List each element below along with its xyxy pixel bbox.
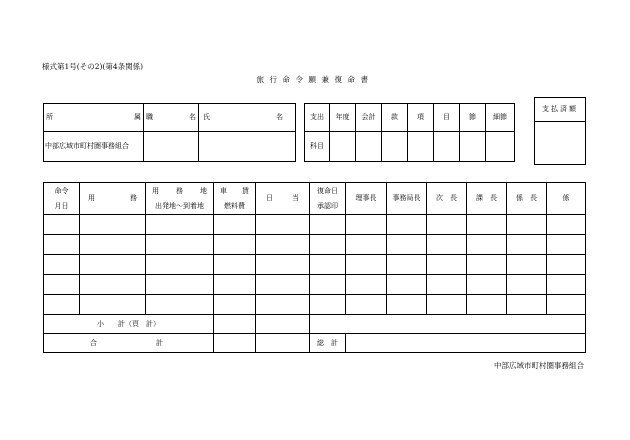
cell-stamp[interactable] — [427, 295, 467, 315]
cell-stamp[interactable] — [547, 255, 586, 275]
cell-daily[interactable] — [256, 255, 310, 275]
acct-header-kan: 款 — [382, 104, 408, 132]
acct-header-moku: 目 — [434, 104, 460, 132]
cell-stamp[interactable] — [427, 215, 467, 235]
payment-status-label: 支払済額 — [535, 98, 586, 122]
cell-order-date[interactable] — [44, 215, 80, 235]
dept-label-left: 所 — [46, 113, 53, 122]
acct-header-year: 年度 — [330, 104, 356, 132]
header-fare — [214, 183, 256, 215]
acct-kan-value[interactable] — [382, 132, 408, 162]
cell-fare[interactable] — [214, 215, 256, 235]
cell-stamp[interactable] — [346, 295, 387, 315]
dept-value[interactable]: 中部広域市町村圏事務組合 — [44, 132, 144, 162]
cell-stamp[interactable] — [547, 215, 586, 235]
cell-fare[interactable] — [214, 255, 256, 275]
cell-stamp[interactable] — [387, 255, 427, 275]
subtotal-daily[interactable] — [256, 315, 310, 334]
cell-return[interactable] — [310, 215, 346, 235]
cell-purpose[interactable] — [80, 295, 146, 315]
table-row — [44, 275, 586, 295]
header-order-bottom: 月日 — [54, 201, 69, 210]
cell-daily[interactable] — [256, 235, 310, 255]
header-order-top: 命令 — [54, 186, 69, 195]
acct-header-account: 会計 — [356, 104, 382, 132]
cell-stamp[interactable] — [387, 295, 427, 315]
cell-stamp[interactable] — [547, 235, 586, 255]
header-daily-left: 日 — [266, 194, 273, 203]
post-label-right: 名 — [189, 113, 196, 122]
acct-setsu-value[interactable] — [460, 132, 486, 162]
total-label-right: 計 — [156, 338, 163, 347]
cell-stamp[interactable] — [547, 275, 586, 295]
cell-fare[interactable] — [214, 275, 256, 295]
cell-stamp[interactable] — [507, 295, 547, 315]
acct-saisetsu-value[interactable] — [486, 132, 515, 162]
accounting-table — [304, 103, 515, 162]
header-place-c: 地 — [200, 186, 207, 195]
table-row — [44, 235, 586, 255]
acct-header-setsu: 節 — [460, 104, 486, 132]
name-label-cell — [199, 104, 296, 132]
header-purpose-right: 務 — [130, 194, 137, 203]
cell-fare[interactable] — [214, 235, 256, 255]
cell-stamp[interactable] — [507, 255, 547, 275]
cell-stamp[interactable] — [387, 235, 427, 255]
document-title: 旅行命令願兼復命書 — [256, 75, 374, 84]
header-place-bottom: 出発地〜到着地 — [155, 201, 204, 210]
cell-stamp[interactable] — [427, 235, 467, 255]
header-place — [146, 183, 214, 215]
acct-kou-value[interactable] — [408, 132, 434, 162]
cell-stamp[interactable] — [467, 275, 507, 295]
header-purpose-left: 用 — [88, 194, 95, 203]
cell-stamp[interactable] — [346, 235, 387, 255]
subtotal-fare[interactable] — [214, 315, 256, 334]
total-fare[interactable] — [214, 334, 256, 353]
header-return-date — [310, 183, 346, 215]
cell-stamp[interactable] — [387, 215, 427, 235]
table-row — [44, 215, 586, 235]
table-row — [44, 255, 586, 275]
cell-place[interactable] — [146, 215, 214, 235]
cell-order-date[interactable] — [44, 295, 80, 315]
cell-daily[interactable] — [256, 215, 310, 235]
affiliation-table — [43, 103, 296, 162]
acct-header-expense: 支出 — [305, 104, 330, 132]
cell-stamp[interactable] — [507, 215, 547, 235]
approver-subsection-chief: 係 長 — [507, 183, 547, 215]
cell-place[interactable] — [146, 255, 214, 275]
grand-total-label: 総 計 — [310, 334, 346, 353]
cell-return[interactable] — [310, 255, 346, 275]
cell-stamp[interactable] — [467, 295, 507, 315]
cell-stamp[interactable] — [467, 255, 507, 275]
header-return-top: 復命日 — [317, 186, 338, 195]
cell-order-date[interactable] — [44, 255, 80, 275]
cell-stamp[interactable] — [346, 255, 387, 275]
header-fare-bottom: 燃料費 — [224, 201, 245, 210]
grand-total-value[interactable] — [346, 334, 586, 353]
acct-year-value[interactable] — [330, 132, 356, 162]
post-value[interactable] — [144, 132, 199, 162]
cell-place[interactable] — [146, 295, 214, 315]
total-row — [44, 334, 586, 353]
cell-daily[interactable] — [256, 295, 310, 315]
table-row — [44, 295, 586, 315]
total-label-cell — [44, 334, 214, 353]
acct-header-kou: 項 — [408, 104, 434, 132]
acct-subject-label: 科目 — [305, 132, 330, 162]
acct-account-value[interactable] — [356, 132, 382, 162]
header-fare-a: 車 — [220, 186, 227, 195]
total-label-left: 合 — [90, 338, 97, 347]
subtotal-row — [44, 315, 586, 334]
header-order-date — [44, 183, 80, 215]
footer-organization: 中部広域市町村圏事務組合 — [494, 361, 584, 370]
cell-order-date[interactable] — [44, 275, 80, 295]
cell-stamp[interactable] — [346, 215, 387, 235]
cell-place[interactable] — [146, 235, 214, 255]
payment-status-table — [534, 97, 586, 165]
cell-return[interactable] — [310, 235, 346, 255]
cell-stamp[interactable] — [387, 275, 427, 295]
subtotal-label: 小 計（頁 計） — [44, 315, 214, 334]
acct-moku-value[interactable] — [434, 132, 460, 162]
cell-stamp[interactable] — [467, 235, 507, 255]
payment-status-value[interactable] — [535, 122, 586, 165]
cell-stamp[interactable] — [507, 275, 547, 295]
form-number: 様式第1号(その2)(第4条関係) — [42, 62, 144, 71]
cell-return[interactable] — [310, 295, 346, 315]
post-label-cell — [144, 104, 199, 132]
header-place-b: 務 — [176, 186, 183, 195]
header-daily-right: 当 — [292, 194, 299, 203]
cell-purpose[interactable] — [80, 255, 146, 275]
header-return-bottom: 承認印 — [317, 201, 338, 210]
approver-deputy: 次 長 — [427, 183, 467, 215]
cell-daily[interactable] — [256, 275, 310, 295]
approver-secretary-general: 事務局長 — [387, 183, 427, 215]
cell-return[interactable] — [310, 275, 346, 295]
approver-section-chief: 課 長 — [467, 183, 507, 215]
header-fare-b: 賃 — [242, 186, 249, 195]
approver-chairman: 理事長 — [346, 183, 387, 215]
cell-stamp[interactable] — [427, 275, 467, 295]
header-daily-allowance — [256, 183, 310, 215]
cell-stamp[interactable] — [427, 255, 467, 275]
cell-purpose[interactable] — [80, 235, 146, 255]
approver-staff: 係 — [547, 183, 586, 215]
post-label-left: 職 — [146, 113, 153, 122]
header-purpose — [80, 183, 146, 215]
total-daily[interactable] — [256, 334, 310, 353]
subtotal-blank — [310, 315, 586, 334]
dept-label-right: 属 — [134, 113, 141, 122]
name-label-right: 名 — [276, 113, 283, 122]
cell-fare[interactable] — [214, 295, 256, 315]
cell-order-date[interactable] — [44, 235, 80, 255]
cell-stamp[interactable] — [547, 295, 586, 315]
cell-stamp[interactable] — [467, 215, 507, 235]
acct-header-saisetsu: 細節 — [486, 104, 515, 132]
cell-stamp[interactable] — [346, 275, 387, 295]
dept-label-cell — [44, 104, 144, 132]
header-place-a: 用 — [152, 186, 159, 195]
cell-place[interactable] — [146, 275, 214, 295]
travel-table — [43, 182, 586, 353]
cell-stamp[interactable] — [507, 235, 547, 255]
cell-purpose[interactable] — [80, 275, 146, 295]
name-value[interactable] — [199, 132, 296, 162]
cell-purpose[interactable] — [80, 215, 146, 235]
name-label-left: 氏 — [203, 113, 210, 122]
